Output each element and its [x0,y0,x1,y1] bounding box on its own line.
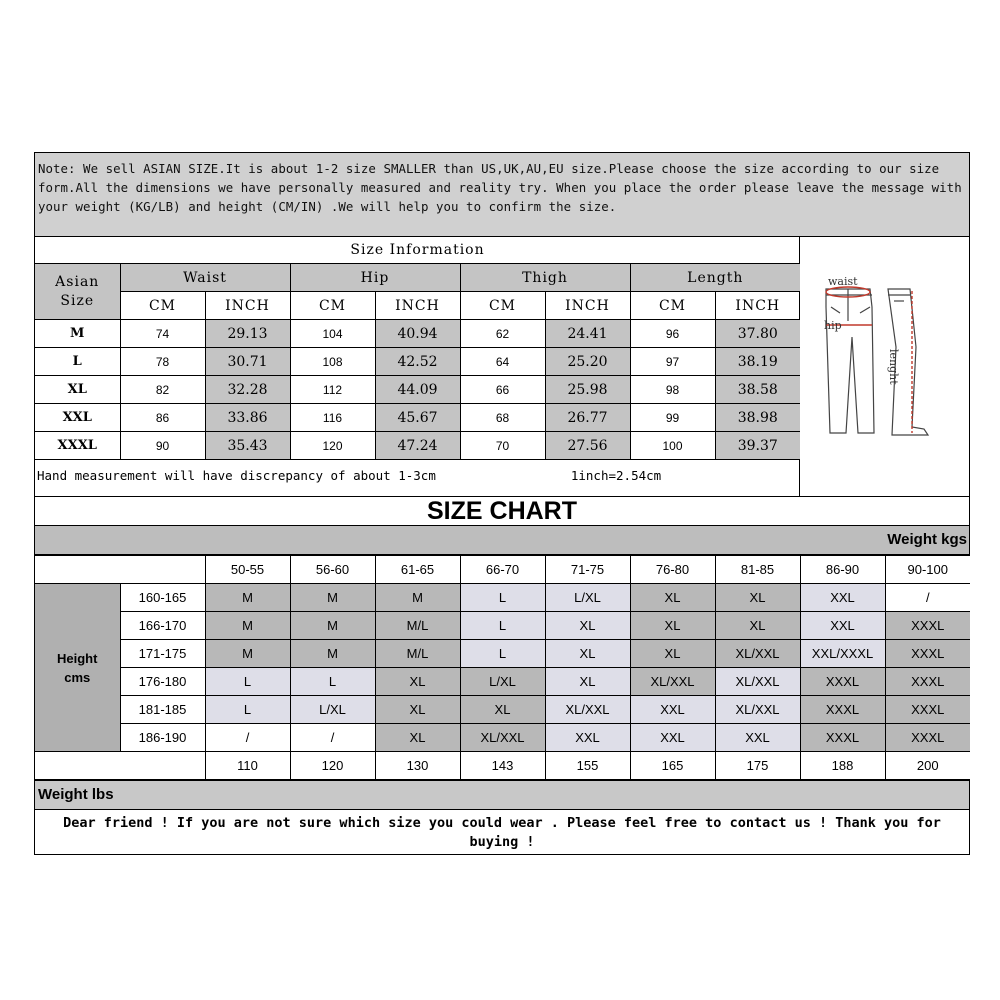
weight-kg-header: 56-60 [290,556,375,584]
weight-lb-value: 175 [715,752,800,780]
size-recommendation: XXXL [800,724,885,752]
size-recommendation: L/XL [290,696,375,724]
size-info-panel [35,237,800,496]
size-row [35,376,800,404]
weight-kg-header: 86-90 [800,556,885,584]
size-recommendation: XXXL [885,668,970,696]
corner-cell [35,752,205,780]
size-row [35,320,800,348]
chart-row [35,612,970,640]
unit-header: INCH [205,292,290,320]
size-recommendation: XL [715,612,800,640]
inch-value: 40.94 [375,320,460,348]
unit-header: INCH [715,292,800,320]
unit-header: CM [630,292,715,320]
chart-row [35,668,970,696]
chart-row [35,696,970,724]
size-info-title: Size Information [35,237,800,264]
size-recommendation: L [460,640,545,668]
size-recommendation: L [460,612,545,640]
weight-kg-header: 50-55 [205,556,290,584]
size-recommendation: M [205,640,290,668]
size-recommendation: XL/XXL [630,668,715,696]
size-recommendation: XXL [630,724,715,752]
pants-illustration [800,237,968,491]
note-banner: Note: We sell ASIAN SIZE.It is about 1-2 size SMALLER than US,UK,AU,EU size.Please choose the size according to our size form.All the dimensions we have personally measured and reality try. When you place the order please leave the message with your weight (KG/LB) and height (CM/IN) .We will help you to confirm the size. [35,153,969,237]
size-recommendation: XXL [545,724,630,752]
cm-value: 99 [630,404,715,432]
inch-value: 24.41 [545,320,630,348]
inch-value: 47.24 [375,432,460,460]
size-recommendation: M [205,584,290,612]
cm-value: 62 [460,320,545,348]
measurement-footnote [35,460,799,490]
size-recommendation: XL [460,696,545,724]
size-recommendation: XL [630,640,715,668]
inch-conversion: 1inch=2.54cm [570,467,662,483]
chart-row [35,584,970,612]
inch-value: 38.19 [715,348,800,376]
length-label: lenght [887,349,900,385]
cm-value: 100 [630,432,715,460]
weight-kg-header: 90-100 [885,556,970,584]
pants-diagram [800,237,969,496]
size-recommendation: L/XL [460,668,545,696]
size-recommendation: XL [630,612,715,640]
inch-value: 39.37 [715,432,800,460]
size-recommendation: XL/XXL [460,724,545,752]
inch-value: 42.52 [375,348,460,376]
size-recommendation: XL [545,612,630,640]
height-label-text: Height cms [57,650,98,685]
size-recommendation: L [460,584,545,612]
cm-value: 120 [290,432,375,460]
cm-value: 66 [460,376,545,404]
cm-value: 82 [120,376,205,404]
size-row [35,348,800,376]
size-recommendation: XXXL [800,668,885,696]
cm-value: 108 [290,348,375,376]
size-recommendation: XL/XXL [715,668,800,696]
size-recommendation: M [205,612,290,640]
size-recommendation: M [375,584,460,612]
measure-group-waist: Waist [120,264,290,292]
height-range: 176-180 [120,668,205,696]
size-recommendation: XL [375,696,460,724]
weight-lb-value: 200 [885,752,970,780]
weight-lb-value: 155 [545,752,630,780]
size-label: M [35,320,120,348]
size-recommendation: XL [545,668,630,696]
size-recommendation: XL/XXL [715,696,800,724]
size-label: XXL [35,404,120,432]
weight-lb-value: 120 [290,752,375,780]
size-recommendation: M [290,612,375,640]
height-range: 166-170 [120,612,205,640]
chart-row [35,640,970,668]
waist-label: waist [828,275,858,288]
size-recommendation: M/L [375,612,460,640]
weight-lb-value: 188 [800,752,885,780]
inch-value: 25.98 [545,376,630,404]
size-chart-title: SIZE CHART [35,497,969,526]
inch-value: 32.28 [205,376,290,404]
size-recommendation: XL [630,584,715,612]
size-recommendation: XL/XXL [715,640,800,668]
size-recommendation: XXXL [885,696,970,724]
size-recommendation: L [205,696,290,724]
unit-header: CM [460,292,545,320]
size-recommendation: L [290,668,375,696]
height-range: 160-165 [120,584,205,612]
size-recommendation: XXL [630,696,715,724]
chart-row [35,724,970,752]
height-range: 171-175 [120,640,205,668]
size-recommendation: XXXL [800,696,885,724]
cm-value: 90 [120,432,205,460]
cm-value: 104 [290,320,375,348]
weight-lbs-label: Weight lbs [35,780,969,810]
size-recommendation: XXL [800,584,885,612]
size-info-section [35,237,969,497]
inch-value: 30.71 [205,348,290,376]
weight-lb-value: 130 [375,752,460,780]
size-recommendation: M [290,640,375,668]
measure-group-hip: Hip [290,264,460,292]
height-label [35,584,120,752]
weight-lbs-row [35,752,970,780]
inch-value: 37.80 [715,320,800,348]
size-recommendation: XXXL [885,640,970,668]
size-label: XL [35,376,120,404]
size-label: XXXL [35,432,120,460]
cm-value: 70 [460,432,545,460]
cm-value: 98 [630,376,715,404]
inch-value: 27.56 [545,432,630,460]
weight-kg-header: 81-85 [715,556,800,584]
cm-value: 64 [460,348,545,376]
size-recommendation: XL [375,668,460,696]
hip-label: hip [824,319,842,332]
unit-header: INCH [545,292,630,320]
inch-value: 38.98 [715,404,800,432]
weight-kg-header: 71-75 [545,556,630,584]
size-recommendation: XXL [800,612,885,640]
measure-group-thigh: Thigh [460,264,630,292]
cm-value: 68 [460,404,545,432]
cm-value: 78 [120,348,205,376]
size-recommendation: / [205,724,290,752]
corner-cell [35,556,205,584]
size-recommendation: L/XL [545,584,630,612]
weight-lb-value: 110 [205,752,290,780]
size-recommendation: XL [715,584,800,612]
size-recommendation: XL/XXL [545,696,630,724]
size-recommendation: XL [545,640,630,668]
size-recommendation: XXXL [885,612,970,640]
size-row [35,404,800,432]
size-recommendation: XXL/XXXL [800,640,885,668]
weight-kgs-label: Weight kgs [35,526,969,555]
size-row [35,432,800,460]
size-recommendation: M/L [375,640,460,668]
inch-value: 26.77 [545,404,630,432]
size-chart-table [35,555,970,780]
cm-value: 86 [120,404,205,432]
size-recommendation: XL [375,724,460,752]
inch-value: 25.20 [545,348,630,376]
size-recommendation: XXXL [885,724,970,752]
weight-kg-header: 66-70 [460,556,545,584]
inch-value: 38.58 [715,376,800,404]
measure-group-length: Length [630,264,800,292]
inch-value: 45.67 [375,404,460,432]
unit-header: CM [120,292,205,320]
weight-lb-value: 165 [630,752,715,780]
cm-value: 96 [630,320,715,348]
inch-value: 33.86 [205,404,290,432]
size-recommendation: XXL [715,724,800,752]
size-label: L [35,348,120,376]
closing-message: Dear friend ! If you are not sure which size you could wear . Please feel free to contact us ! Thank you for buying ! [63,815,941,850]
size-info-table [35,237,800,460]
weight-kg-header: 61-65 [375,556,460,584]
discrepancy-note: Hand measurement will have discrepancy of about 1-3cm [37,467,436,483]
size-recommendation: L [205,668,290,696]
inch-value: 29.13 [205,320,290,348]
cm-value: 74 [120,320,205,348]
weight-kg-header: 76-80 [630,556,715,584]
unit-header: CM [290,292,375,320]
unit-header: INCH [375,292,460,320]
size-recommendation: M [290,584,375,612]
inch-value: 35.43 [205,432,290,460]
size-sheet [34,152,970,855]
asian-size-header: Asian Size [35,264,120,320]
size-recommendation: / [290,724,375,752]
height-range: 181-185 [120,696,205,724]
cm-value: 112 [290,376,375,404]
inch-value: 44.09 [375,376,460,404]
height-range: 186-190 [120,724,205,752]
cm-value: 97 [630,348,715,376]
size-recommendation: / [885,584,970,612]
weight-lb-value: 143 [460,752,545,780]
cm-value: 116 [290,404,375,432]
